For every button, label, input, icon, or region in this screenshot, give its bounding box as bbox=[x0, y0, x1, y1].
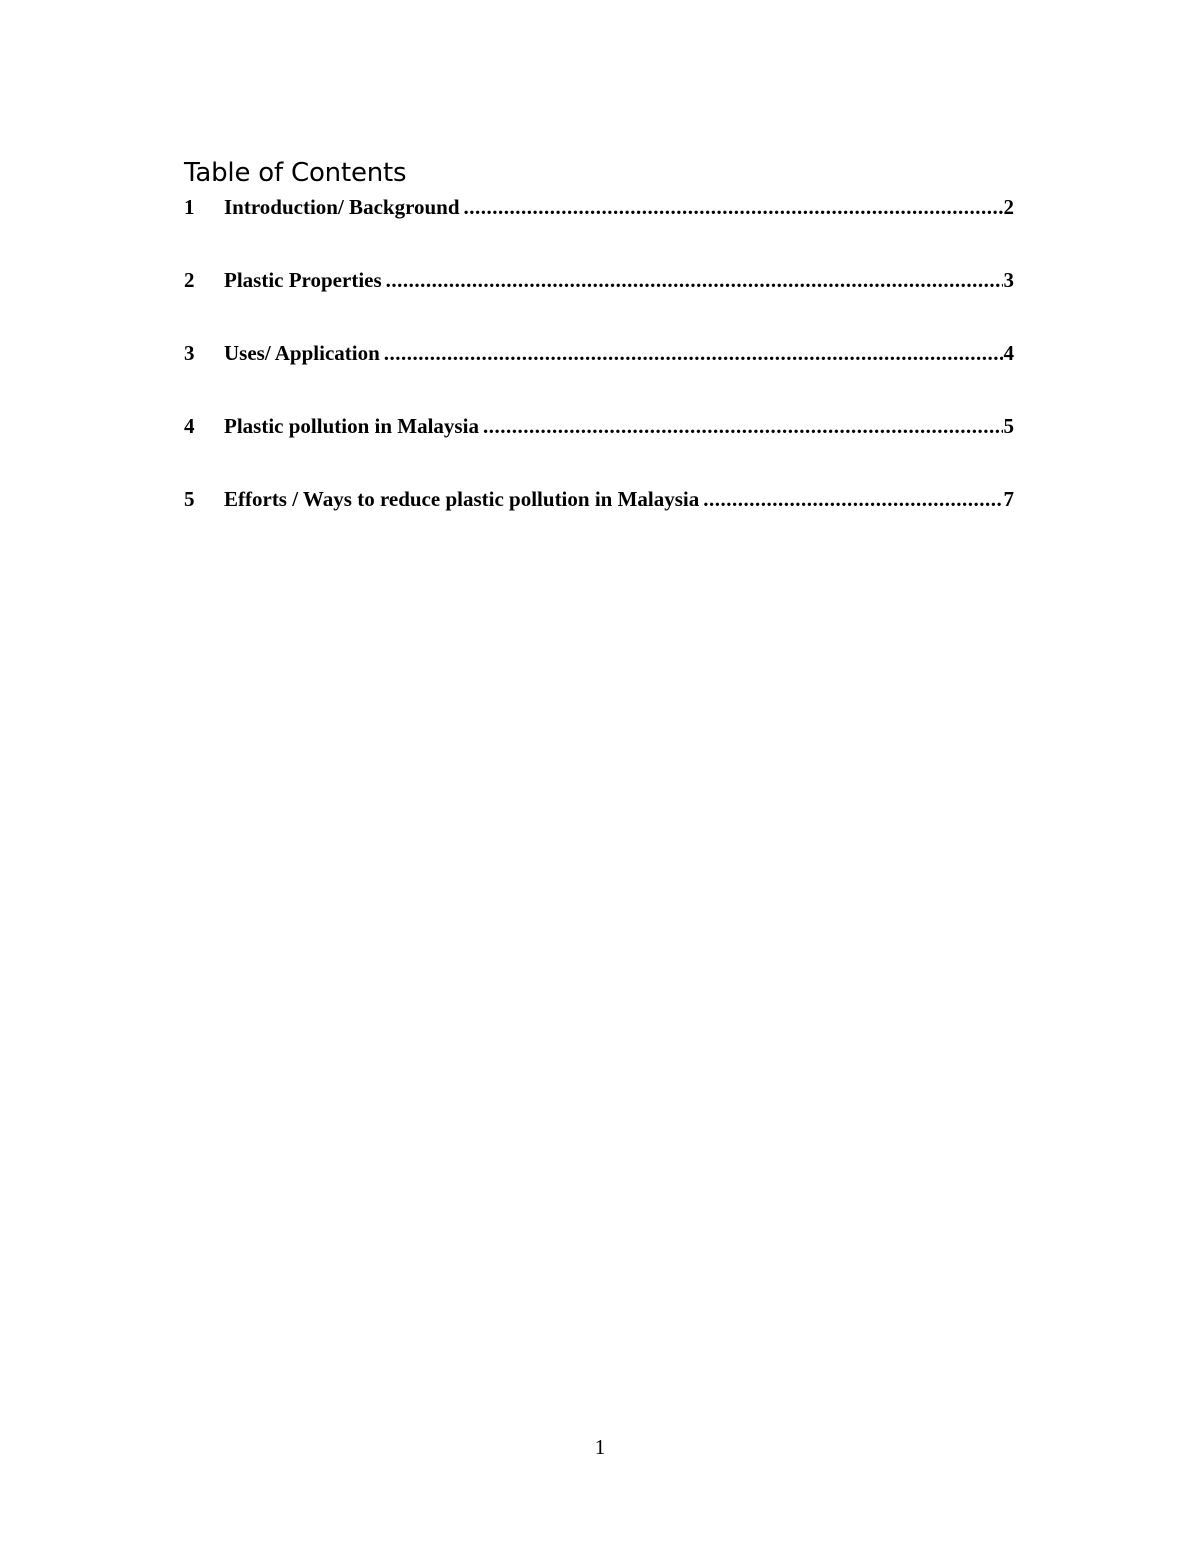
toc-entry-page: 3 bbox=[1003, 268, 1014, 292]
toc-entry-title: Introduction/ Background bbox=[224, 195, 460, 219]
toc-entry-plastic-pollution[interactable] bbox=[184, 412, 1014, 440]
toc-dot-leader bbox=[483, 412, 1003, 440]
toc-list bbox=[184, 193, 1014, 558]
toc-entry-number: 2 bbox=[184, 268, 195, 292]
toc-entry-number: 1 bbox=[184, 195, 195, 219]
page-number: 1 bbox=[594, 1435, 606, 1459]
toc-title: Table of Contents bbox=[184, 158, 407, 188]
toc-entry-plastic-properties[interactable] bbox=[184, 266, 1014, 294]
toc-entry-title: Efforts / Ways to reduce plastic pollution in Malaysia bbox=[224, 487, 700, 511]
toc-entry-title: Plastic Properties bbox=[224, 268, 382, 292]
toc-entry-efforts[interactable] bbox=[184, 485, 1014, 513]
toc-entry-number: 4 bbox=[184, 414, 195, 438]
toc-dot-leader bbox=[386, 266, 1003, 294]
toc-entry-page: 4 bbox=[1003, 341, 1014, 365]
toc-entry-number: 3 bbox=[184, 341, 195, 365]
toc-entry-title: Uses/ Application bbox=[224, 341, 380, 365]
toc-dot-leader bbox=[464, 193, 1003, 221]
toc-entry-page: 5 bbox=[1003, 414, 1014, 438]
toc-dot-leader bbox=[384, 339, 1003, 367]
toc-dot-leader bbox=[703, 485, 1002, 513]
toc-entry-number: 5 bbox=[184, 487, 195, 511]
toc-entry-title: Plastic pollution in Malaysia bbox=[224, 414, 479, 438]
toc-entry-page: 7 bbox=[1003, 487, 1014, 511]
toc-entry-page: 2 bbox=[1003, 195, 1014, 219]
toc-entry-uses-application[interactable] bbox=[184, 339, 1014, 367]
toc-entry-introduction[interactable] bbox=[184, 193, 1014, 221]
